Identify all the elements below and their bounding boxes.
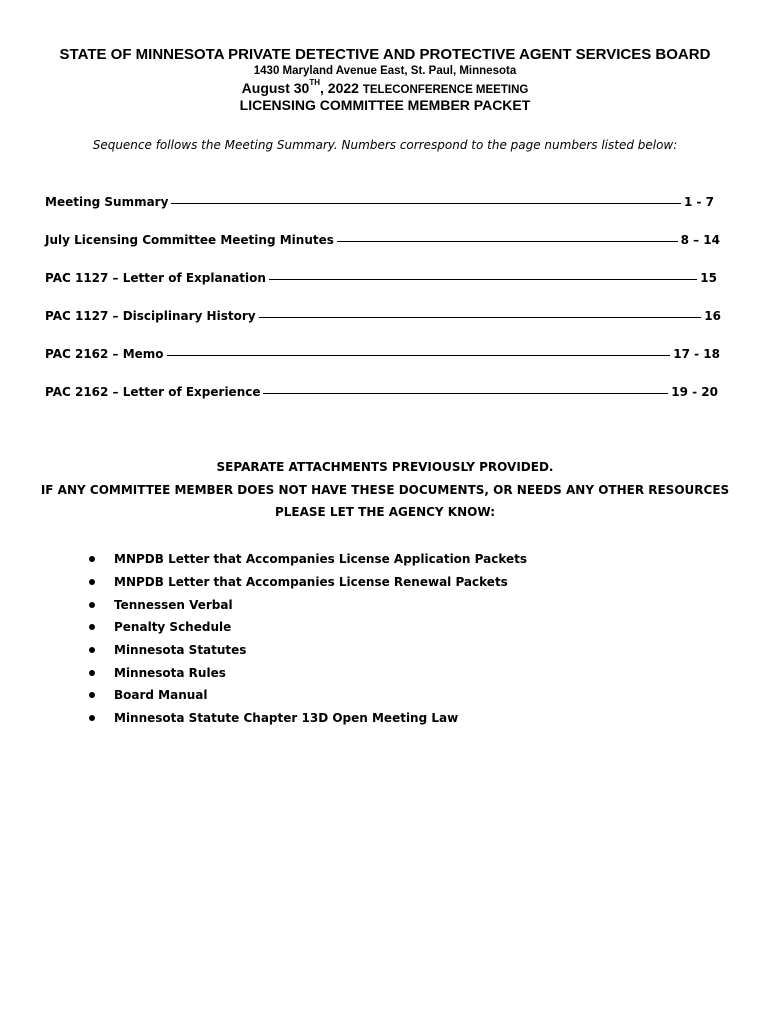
meeting-year: , 2022 <box>320 80 359 96</box>
toc-pages: 15 <box>700 271 717 285</box>
bullet-icon <box>89 579 95 585</box>
toc-leader <box>337 241 678 242</box>
toc-leader <box>171 203 681 204</box>
toc-label: PAC 2162 – Memo <box>45 347 164 361</box>
bullet-icon <box>89 624 95 630</box>
board-title: STATE OF MINNESOTA PRIVATE DETECTIVE AND PROTECTIVE AGENT SERVICES BOARD <box>59 46 711 63</box>
list-item <box>88 661 527 684</box>
toc-row <box>45 309 721 327</box>
attachment-label: MNPDB Letter that Accompanies License Renewal Packets <box>114 575 508 590</box>
meeting-date-suffix: TH <box>309 78 321 87</box>
bullet-icon <box>89 647 95 653</box>
toc-pages: 19 - 20 <box>671 385 718 399</box>
bullet-icon <box>89 670 95 676</box>
toc-row <box>45 233 720 251</box>
toc-label: PAC 2162 – Letter of Experience <box>45 385 261 399</box>
toc-leader <box>259 317 702 318</box>
attachment-label: Tennessen Verbal <box>114 597 233 612</box>
toc-pages: 16 <box>704 309 721 323</box>
toc-label: PAC 1127 – Disciplinary History <box>45 309 256 323</box>
attachment-label: Penalty Schedule <box>114 620 232 635</box>
bullet-icon <box>89 715 95 721</box>
list-item <box>88 593 527 616</box>
list-item <box>88 616 527 639</box>
list-item <box>88 684 527 707</box>
bullet-icon <box>89 602 95 608</box>
toc-leader <box>167 355 671 356</box>
toc-pages: 17 - 18 <box>673 347 720 361</box>
toc-label: July Licensing Committee Meeting Minutes <box>45 233 334 247</box>
toc-row <box>45 271 717 289</box>
list-item <box>88 571 527 594</box>
intro-text: Sequence follows the Meeting Summary. Numbers correspond to the page numbers listed below: <box>92 138 678 152</box>
toc-label: Meeting Summary <box>45 195 169 209</box>
meeting-date: August 30 <box>241 80 310 96</box>
attachment-label: Board Manual <box>114 688 208 703</box>
list-item <box>88 548 527 571</box>
list-item <box>88 639 527 662</box>
meeting-type: TELECONFERENCE MEETING <box>362 84 529 96</box>
attachment-label: Minnesota Statutes <box>114 643 247 658</box>
bullet-icon <box>89 556 95 562</box>
notice-line: PLEASE LET THE AGENCY KNOW: <box>274 505 495 519</box>
meeting-date-line <box>0 80 770 96</box>
attachment-label: MNPDB Letter that Accompanies License Application Packets <box>114 552 528 567</box>
toc-pages: 1 - 7 <box>683 195 714 209</box>
notice-line: SEPARATE ATTACHMENTS PREVIOUSLY PROVIDED. <box>216 460 554 474</box>
toc-pages: 8 – 14 <box>680 233 720 247</box>
attachment-label: Minnesota Rules <box>114 665 226 680</box>
attachments-list <box>88 548 527 730</box>
toc-leader <box>269 279 697 280</box>
board-address: 1430 Maryland Avenue East, St. Paul, Minnesota <box>253 65 517 77</box>
attachment-label: Minnesota Statute Chapter 13D Open Meeting Law <box>114 711 459 726</box>
notice-line: IF ANY COMMITTEE MEMBER DOES NOT HAVE THESE DOCUMENTS, OR NEEDS ANY OTHER RESOURCES <box>40 483 730 497</box>
packet-title: LICENSING COMMITTEE MEMBER PACKET <box>239 97 531 113</box>
list-item <box>88 707 527 730</box>
toc-row <box>45 347 720 365</box>
toc-leader <box>263 393 668 394</box>
toc-label: PAC 1127 – Letter of Explanation <box>45 271 266 285</box>
toc-row <box>45 195 714 213</box>
toc-row <box>45 385 718 403</box>
bullet-icon <box>89 692 95 698</box>
